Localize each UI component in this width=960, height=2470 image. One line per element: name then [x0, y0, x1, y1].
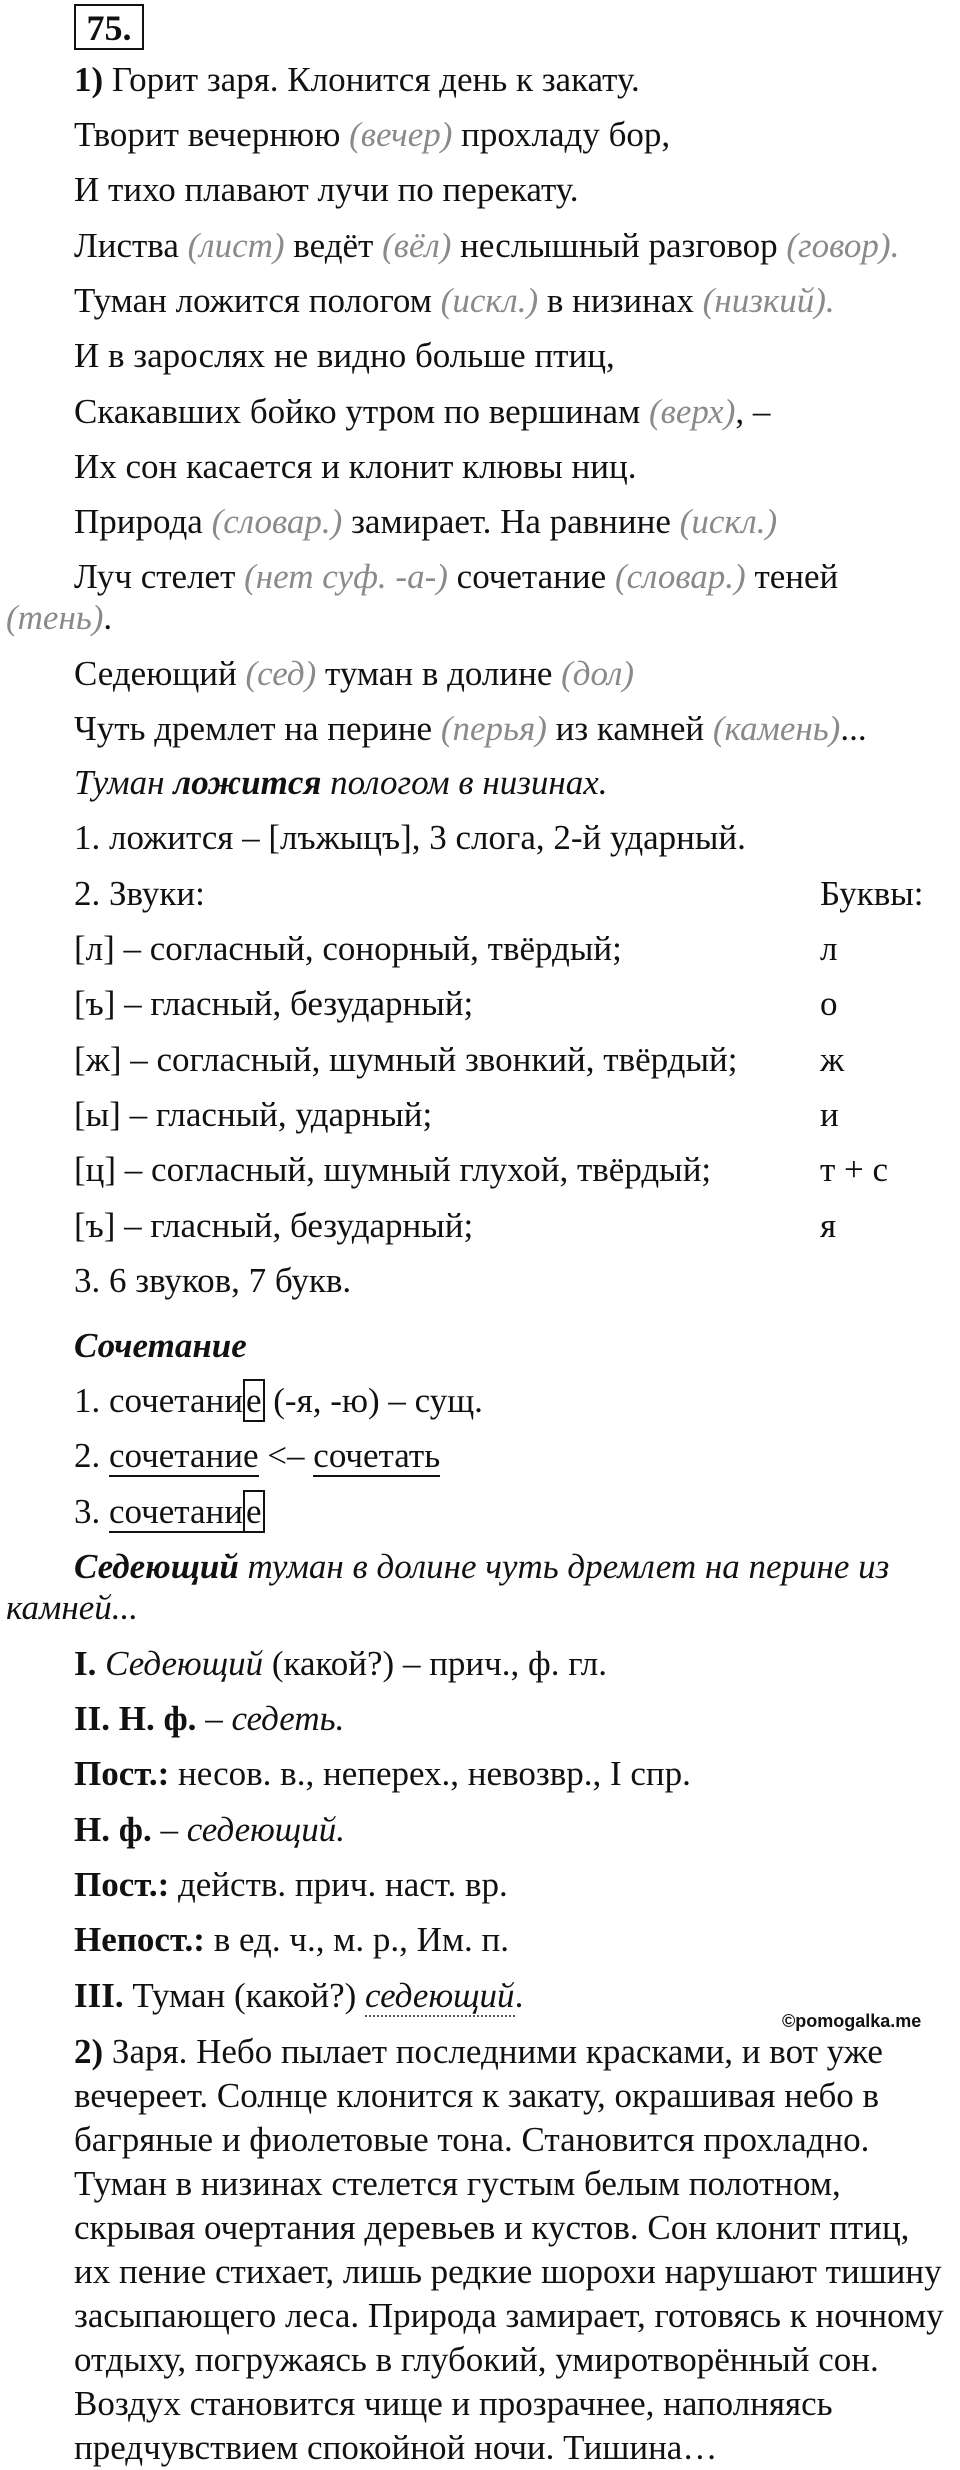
- poem-text: Листва: [74, 226, 179, 265]
- analysis1-item1: 1. ложится – [лъжыцъ], 3 слога, 2-й ударный.: [74, 818, 746, 857]
- analysis1-item2: 2. Звуки:: [74, 874, 205, 913]
- poem-line-5: [74, 281, 835, 321]
- analysis3-row3: Пост.: несов. в., неперех., невозвр., I спр.: [74, 1754, 691, 1793]
- letter-cell: ж: [820, 1040, 845, 1079]
- analysis3-row1: I. Седеющий (какой?) – прич., ф. гл.: [74, 1644, 607, 1683]
- analysis3-row6: Непост.: в ед. ч., м. р., Им. п.: [74, 1920, 509, 1959]
- hint: (камень): [712, 709, 841, 748]
- hint: (вёл): [382, 226, 452, 265]
- poem-text: Природа: [74, 502, 203, 541]
- hint: (дол): [561, 654, 635, 693]
- hint: (искл.): [679, 502, 778, 541]
- poem-text: И в зарослях не видно больше птиц,: [74, 336, 615, 375]
- poem-text: , –: [735, 392, 771, 431]
- poem-text: в низинах: [546, 281, 694, 320]
- hint: (словар.): [211, 502, 343, 541]
- sound-row: [ы] – гласный, ударный;: [74, 1095, 433, 1134]
- analysis3-row4: Н. ф. – седеющий.: [74, 1810, 345, 1849]
- poem-line-3: [74, 170, 579, 210]
- analysis3-row2: II. Н. ф. – седеть.: [74, 1699, 345, 1738]
- sound-row: [ц] – согласный, шумный глухой, твёрдый;: [74, 1150, 712, 1189]
- hint: (лист): [187, 226, 285, 265]
- letter-cell: т + с: [820, 1150, 889, 1189]
- poem-text: Горит заря. Клонится день к закату.: [111, 60, 640, 99]
- poem-text: теней: [754, 557, 839, 596]
- hint: (низкий).: [702, 281, 835, 320]
- part-number: 1): [74, 60, 104, 99]
- poem-line-11: [6, 598, 112, 638]
- sound-row: [ъ] – гласный, безударный;: [74, 984, 474, 1023]
- poem-text: Луч стелет: [74, 557, 236, 596]
- sound-row: [ж] – согласный, шумный звонкий, твёрдый;: [74, 1040, 738, 1079]
- analysis3-row5: Пост.: действ. прич. наст. вр.: [74, 1865, 508, 1904]
- hint: (сед): [245, 654, 317, 693]
- poem-line-1: [74, 60, 640, 100]
- letter-cell: и: [820, 1095, 839, 1134]
- poem-text: замирает. На равнине: [351, 502, 671, 541]
- analysis3-lead-2: камней...: [6, 1588, 138, 1627]
- analysis2-line1: 1. сочетание (-я, -ю) – сущ.: [74, 1381, 483, 1420]
- analysis1-item3: 3. 6 звуков, 7 букв.: [74, 1261, 352, 1300]
- poem-line-4: [74, 226, 899, 266]
- poem-line-7: [74, 392, 770, 432]
- poem-line-6: [74, 336, 615, 376]
- exercise-number: 75.: [74, 4, 144, 50]
- hint: (словар.): [614, 557, 746, 596]
- poem-line-12: [74, 654, 634, 694]
- poem-text: сочетание: [456, 557, 607, 596]
- poem-text: ...: [840, 709, 867, 748]
- poem-line-2: [74, 115, 670, 155]
- hint: (искл.): [440, 281, 539, 320]
- hint: (верх): [648, 392, 736, 431]
- poem-text: Чуть дремлет на перине: [74, 709, 433, 748]
- analysis2-title: Сочетание: [74, 1326, 247, 1365]
- poem-text: Скакавших бойко утром по вершинам: [74, 392, 641, 431]
- poem-line-8: [74, 447, 637, 487]
- poem-text: ведёт: [293, 226, 374, 265]
- poem-text: туман в долине: [325, 654, 553, 693]
- letter-cell: л: [820, 929, 838, 968]
- analysis2-line2: 2. сочетание <– сочетать: [74, 1436, 441, 1475]
- hint: (вечер): [349, 115, 453, 154]
- poem-line-10: [74, 557, 838, 597]
- hint: (говор).: [786, 226, 900, 265]
- poem-text: .: [103, 598, 113, 637]
- hint: (нет суф. -а-): [244, 557, 448, 596]
- letters-header: Буквы:: [820, 874, 924, 913]
- essay-paragraph: 2) Заря. Небо пылает последними красками, и вот уже вечереет. Солнце клонится к закату, окрашивая небо в багряные и фиолетовые тона. Становится прохладно. Туман в низинах стелется густым белым полотном, скрывая очертания деревьев и кустов. Сон клонит птиц, их пение стихает, лишь редкие шорохи нарушают тишину засыпающего леса. Природа замирает, готовясь к ночному отдыху, погружаясь в глубокий, умиротворённый сон. Воздух становится чище и прозрачнее, наполняясь предчувствием спокойной ночи. Тишина…: [74, 2032, 944, 2467]
- poem-text: Туман ложится пологом: [74, 281, 432, 320]
- poem-text: Их сон касается и клонит клювы ниц.: [74, 447, 637, 486]
- poem-text: прохладу бор,: [461, 115, 671, 154]
- watermark: ©pomogalka.me: [782, 2011, 922, 2031]
- analysis1-sentence: Туман ложится пологом в низинах.: [74, 763, 608, 802]
- hint: (тень): [6, 598, 104, 637]
- poem-text: И тихо плавают лучи по перекату.: [74, 170, 579, 209]
- poem-text: Творит вечернюю: [74, 115, 341, 154]
- poem-text: неслышный разговор: [460, 226, 778, 265]
- letter-cell: о: [820, 984, 838, 1023]
- analysis3-lead: Седеющий туман в долине чуть дремлет на перине из: [74, 1547, 890, 1586]
- poem-text: из камней: [555, 709, 705, 748]
- letter-cell: я: [820, 1206, 837, 1245]
- sound-row: [ъ] – гласный, безударный;: [74, 1206, 474, 1245]
- poem-text: Седеющий: [74, 654, 237, 693]
- analysis2-line3: 3. сочетание: [74, 1492, 265, 1532]
- sound-row: [л] – согласный, сонорный, твёрдый;: [74, 929, 622, 968]
- poem-line-9: [74, 502, 777, 542]
- analysis3-row7: III. Туман (какой?) седеющий.: [74, 1976, 524, 2015]
- poem-line-13: [74, 709, 867, 749]
- hint: (перья): [440, 709, 547, 748]
